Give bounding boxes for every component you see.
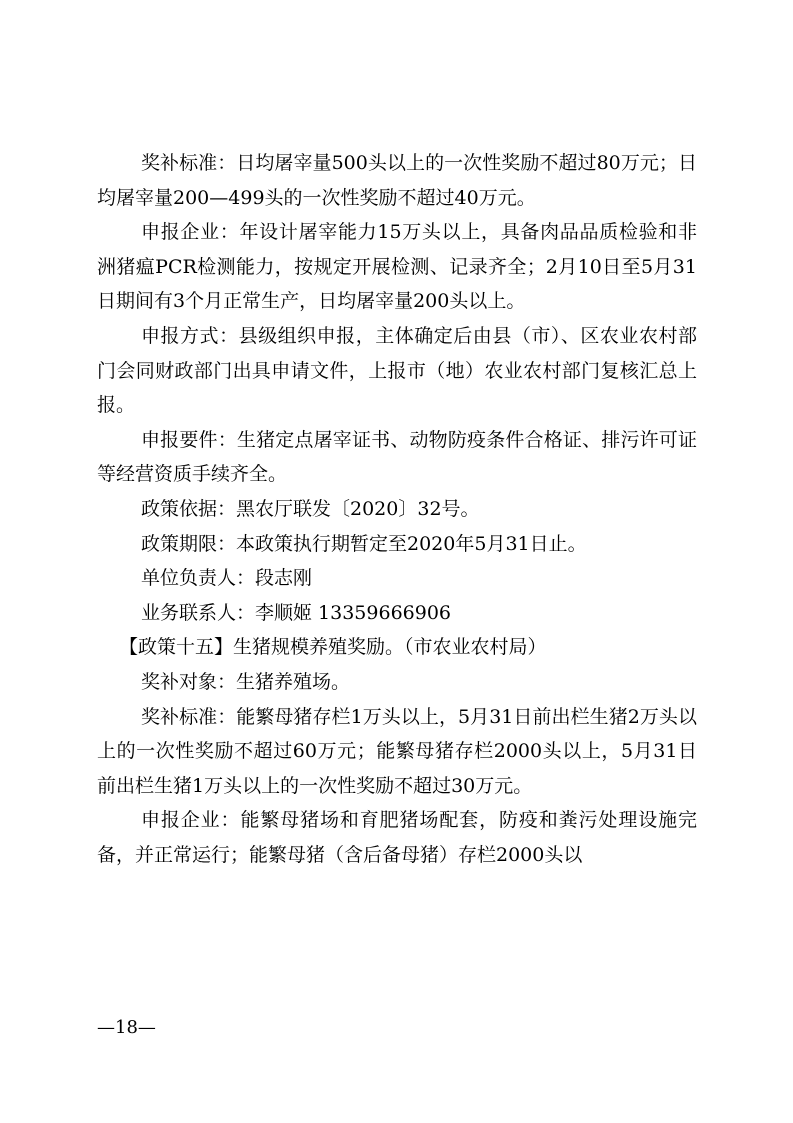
document-body	[97, 146, 697, 872]
paragraph-business-contact: 业务联系人：李顺姬 13359666906	[141, 601, 452, 624]
paragraph-applicant-enterprise-breeding: 申报企业：能繁母猪场和育肥猪场配套，防疫和粪污处理设施完备，并正常运行；能繁母猪（含后备母猪）存栏2000头以	[97, 809, 697, 866]
paragraph-unit-leader: 单位负责人：段志刚	[141, 567, 313, 590]
paragraph-subsidy-standard-breeding: 奖补标准：能繁母猪存栏1万头以上，5月31日前出栏生猪2万头以上的一次性奖励不超过60万元；能繁母猪存栏2000头以上，5月31日前出栏生猪1万头以上的一次性奖励不超过30万元。	[97, 705, 697, 797]
paragraph-application-method: 申报方式：县级组织申报，主体确定后由县（市）、区农业农村部门会同财政部门出具申请文件，上报市（地）农业农村部门复核汇总上报。	[97, 324, 697, 417]
paragraph-policy-period: 政策期限：本政策执行期暂定至2020年5月31日止。	[141, 532, 587, 555]
paragraph-application-requirements: 申报要件：生猪定点屠宰证书、动物防疫条件合格证、排污许可证等经营资质手续齐全。	[97, 428, 697, 486]
paragraph-applicant-enterprise-slaughter: 申报企业：年设计屠宰能力15万头以上，具备肉品品质检验和非洲猪瘟PCR检测能力，按规定开展检测、记录齐全；2月10日至5月31日期间有3个月正常生产，日均屠宰量200头以上。	[97, 221, 697, 313]
paragraph-subsidy-standard-slaughter: 奖补标准：日均屠宰量500头以上的一次性奖励不超过80万元；日均屠宰量200—499头的一次性奖励不超过40万元。	[97, 152, 697, 209]
policy-fifteen-heading: 【政策十五】生猪规模养殖奖励。（市农业农村局）	[119, 636, 547, 659]
page-number: —18—	[97, 1017, 156, 1038]
paragraph-subsidy-target: 奖补对象：生猪养殖场。	[141, 670, 351, 693]
paragraph-policy-basis: 政策依据：黑农厅联发〔2020〕32号。	[141, 497, 480, 520]
